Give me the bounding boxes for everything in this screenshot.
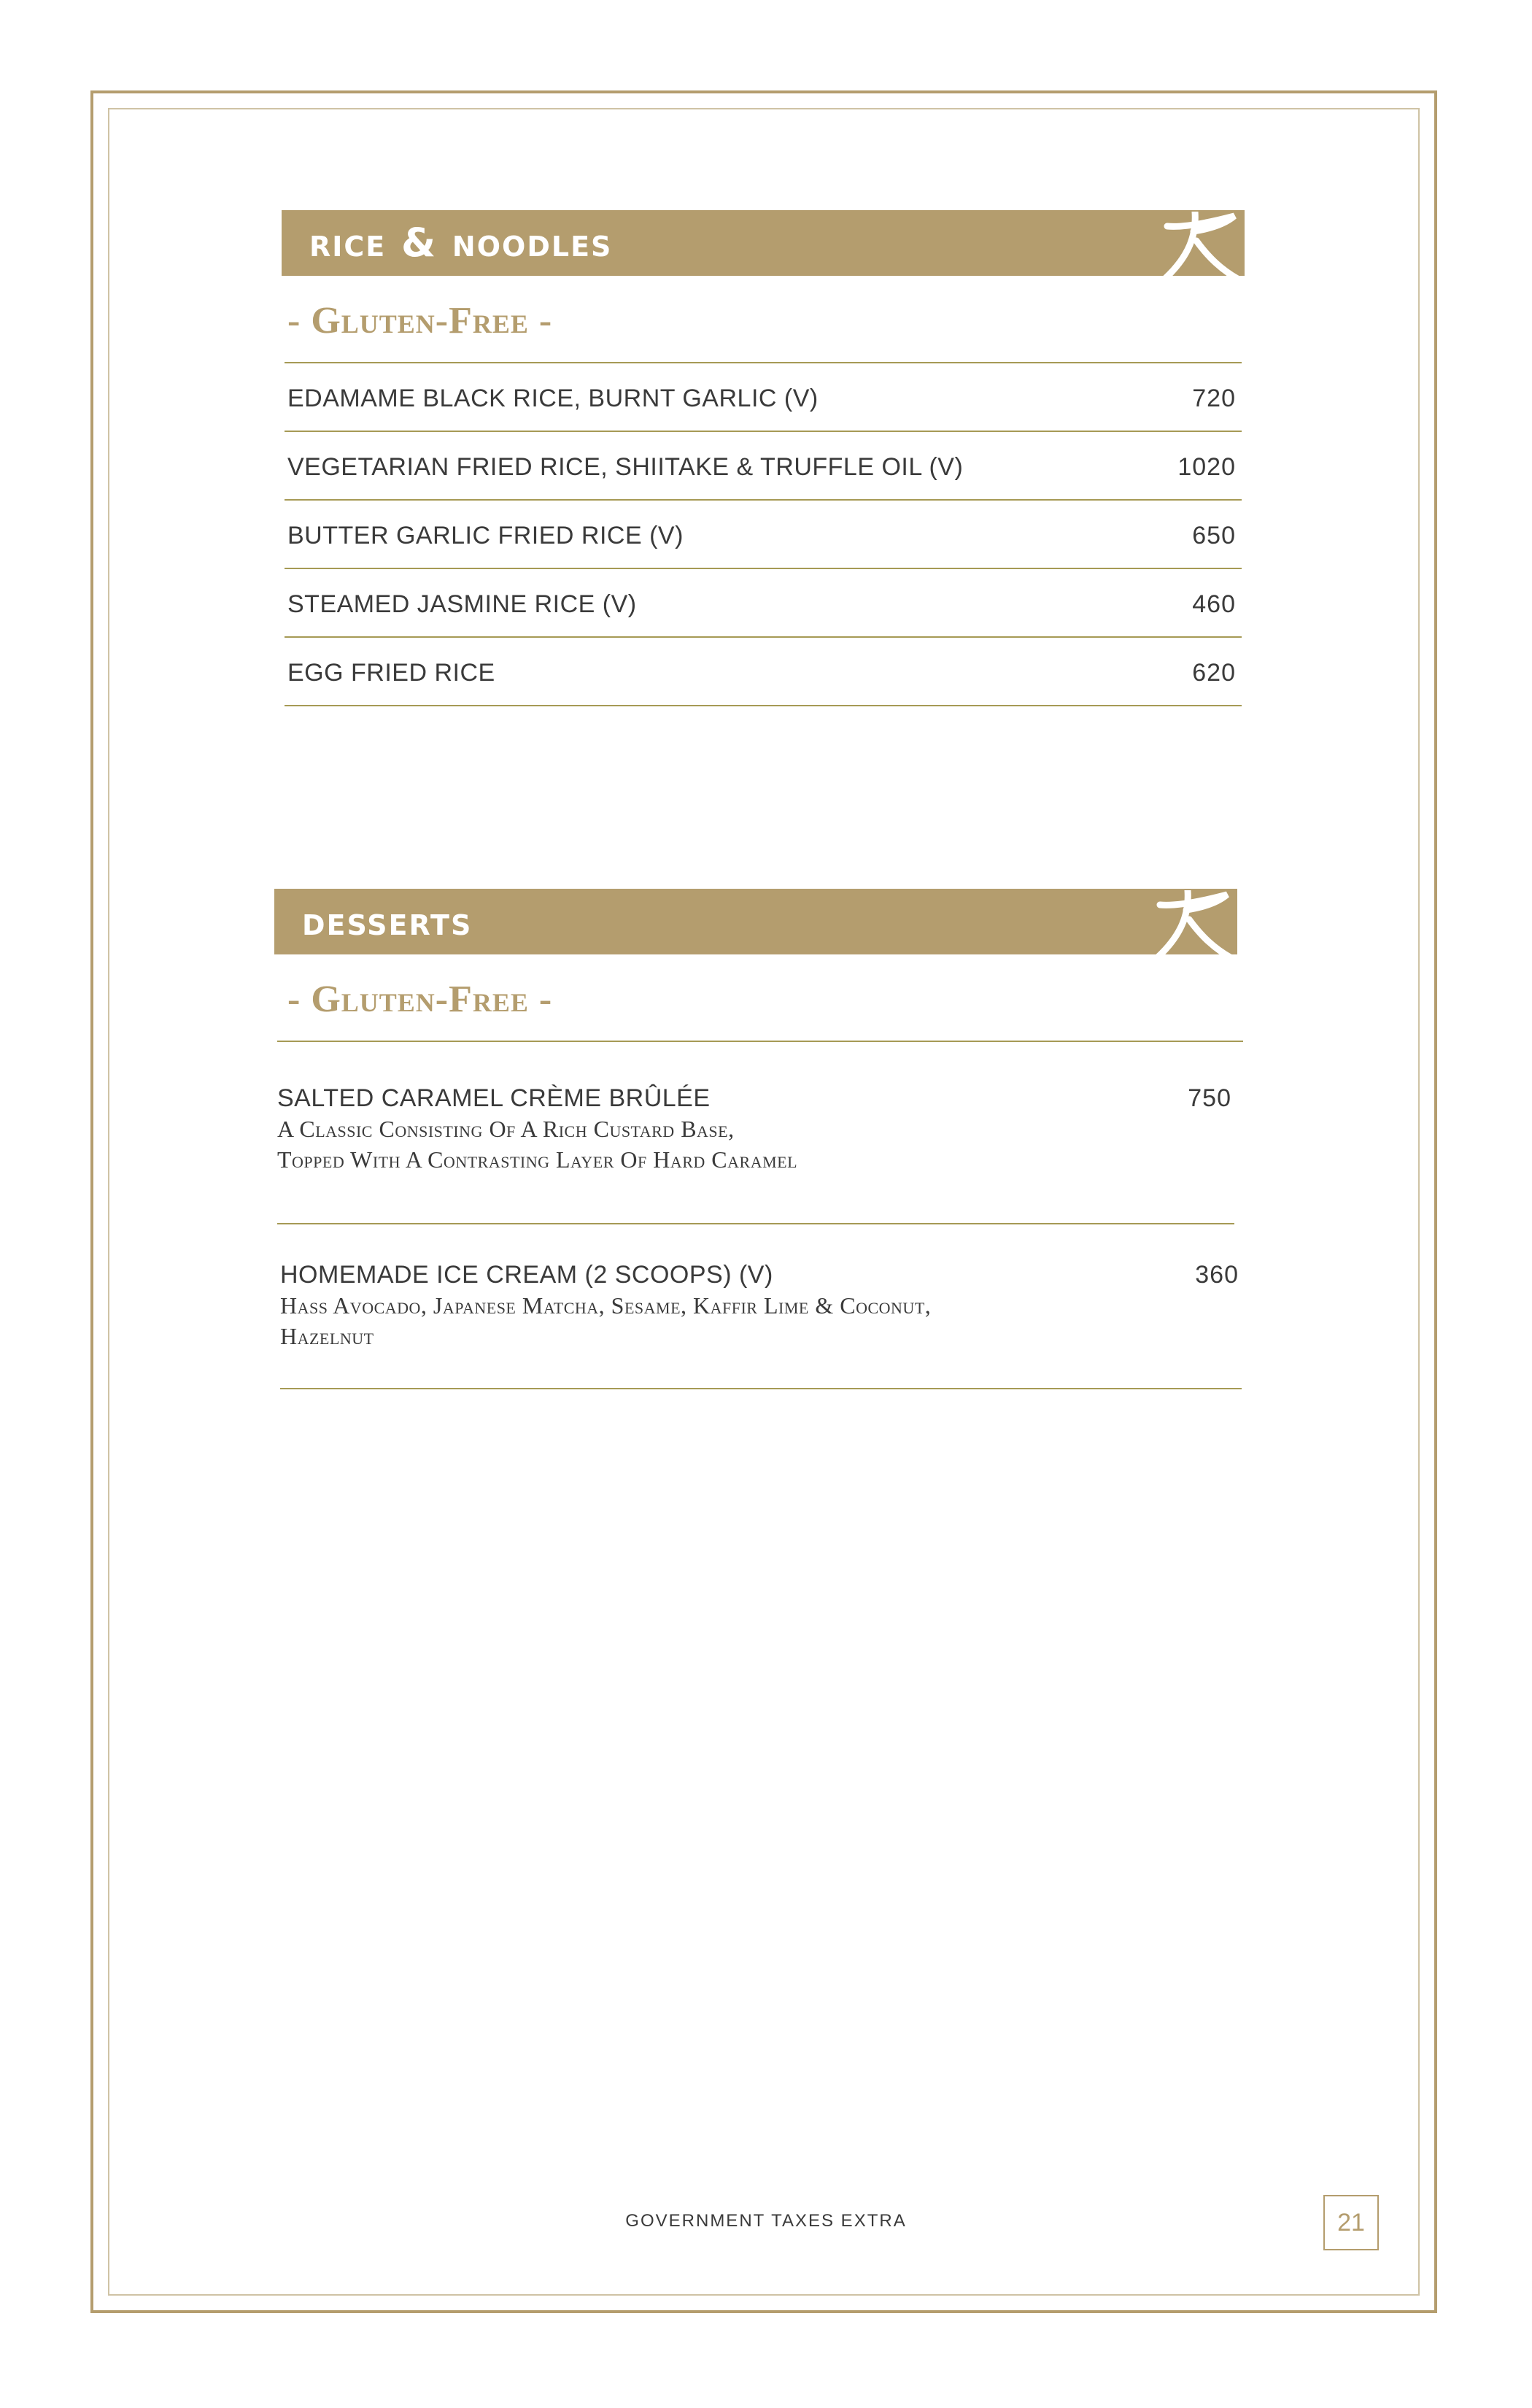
section-subtitle: - Gluten-Free - (287, 300, 553, 341)
menu-item-name: VEGETARIAN FRIED RICE, SHIITAKE & TRUFFLE OIL (V) (287, 453, 964, 481)
section-subtitle: - Gluten-Free - (287, 979, 553, 1020)
menu-item-name: EDAMAME BLACK RICE, BURNT GARLIC (V) (287, 385, 819, 412)
menu-item-description: Hazelnut (280, 1323, 374, 1349)
menu-item-description: A Classic Consisting Of A Rich Custard Base, (277, 1116, 735, 1142)
menu-item-price: 750 (1188, 1084, 1231, 1112)
section-title: desserts (302, 898, 473, 944)
menu-item-description: Hass Avocado, Japanese Matcha, Sesame, Kaffir Lime & Coconut, (280, 1292, 932, 1319)
section-title: rice & noodles (309, 220, 613, 266)
menu-item-name: BUTTER GARLIC FRIED RICE (V) (287, 522, 684, 549)
section-rice-noodles (282, 210, 1245, 706)
menu-item-price: 360 (1195, 1261, 1239, 1289)
menu-item-price: 620 (1192, 659, 1236, 687)
menu-item (285, 638, 1242, 706)
section-header-band (274, 889, 1237, 954)
menu-item-price: 1020 (1177, 453, 1236, 481)
menu-item-name: SALTED CARAMEL CRÈME BRÛLÉE (277, 1084, 711, 1112)
menu-item (280, 1224, 1242, 1389)
menu-item-price: 460 (1192, 590, 1236, 618)
menu-item-name: STEAMED JASMINE RICE (V) (287, 590, 637, 618)
menu-item-name: EGG FRIED RICE (287, 659, 495, 687)
da-character-icon (1138, 212, 1245, 276)
page-number: 21 (1323, 2195, 1379, 2250)
menu-item (285, 501, 1242, 569)
menu-item-price: 720 (1192, 385, 1236, 412)
section-header-band (282, 210, 1245, 276)
da-character-icon (1131, 890, 1237, 954)
menu-item (285, 363, 1242, 432)
menu-item-price: 650 (1192, 522, 1236, 549)
menu-item (285, 432, 1242, 501)
menu-item-name: HOMEMADE ICE CREAM (2 SCOOPS) (V) (280, 1261, 773, 1289)
menu-item (277, 1042, 1234, 1224)
menu-item (285, 569, 1242, 638)
section-desserts (274, 889, 1237, 1389)
menu-item-description: Topped With A Contrasting Layer Of Hard Caramel (277, 1146, 798, 1173)
footer-tax-note: GOVERNMENT TAXES EXTRA (625, 2211, 907, 2231)
